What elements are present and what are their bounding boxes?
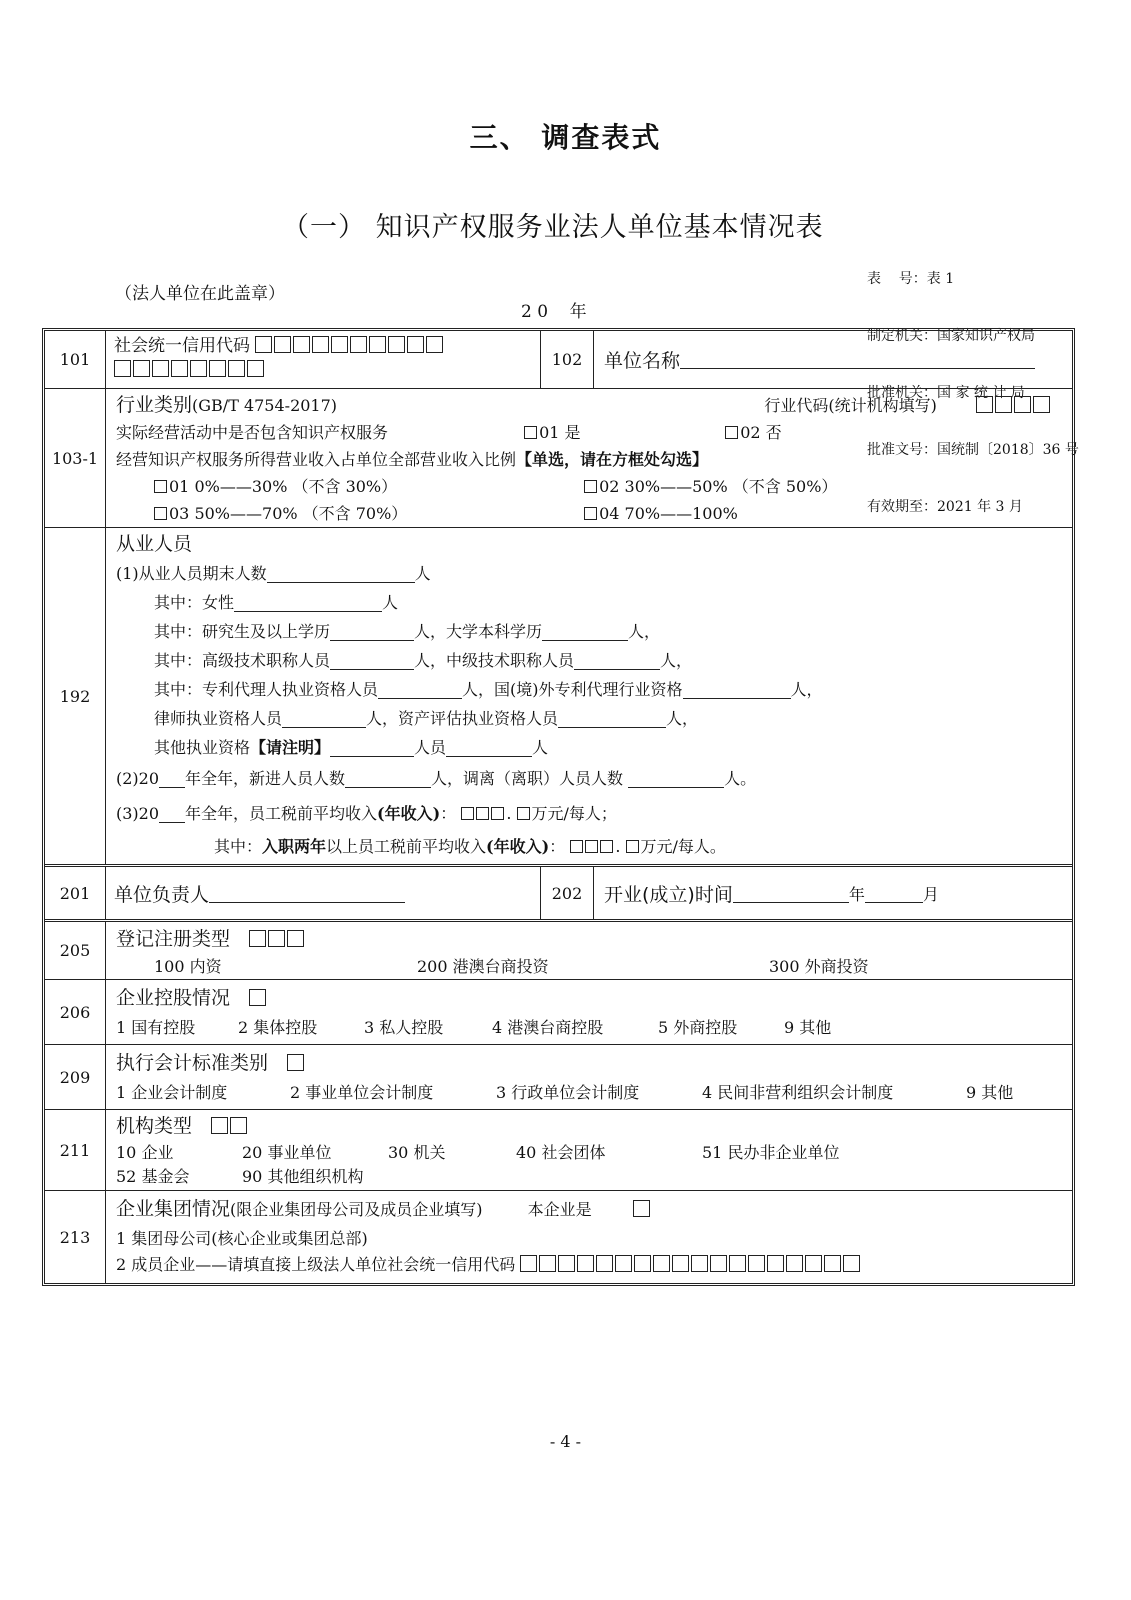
unit-name-label: 单位名称 [604, 350, 681, 372]
unit-name-field[interactable] [680, 350, 1035, 369]
code-box[interactable] [672, 1255, 689, 1272]
approving-authority: 批准机关：国 家 统 计 局 [867, 385, 1025, 401]
code-box[interactable] [274, 336, 291, 353]
code-box[interactable] [190, 360, 207, 377]
senior-title-label: 其中：高级技术职称人员 [154, 651, 331, 670]
code-box[interactable] [596, 1255, 613, 1272]
code-box[interactable] [539, 1255, 556, 1272]
senior-title-field[interactable] [330, 651, 414, 670]
industry-label: 行业类别 [116, 394, 193, 416]
stamp-note: （法人单位在此盖章） [115, 284, 285, 304]
code-box[interactable] [995, 396, 1012, 413]
code-box[interactable] [976, 396, 993, 413]
holding-option: 1 国有控股 [116, 1018, 196, 1037]
colon: ： [549, 837, 566, 856]
group-member-option: 2 成员企业——请填直接上级法人单位社会统一信用代码 [116, 1255, 516, 1274]
row-code: 205 [45, 922, 106, 979]
unit-person: 人， [660, 651, 693, 670]
decimal-point: . [615, 837, 621, 856]
code-box[interactable] [255, 336, 272, 353]
foreign-patent-agent-field[interactable] [683, 680, 791, 699]
credit-code-label: 社会统一信用代码 [114, 336, 250, 356]
new-hires-label: 年全年，新进人员人数 [185, 769, 346, 788]
other-qualification-field[interactable] [330, 738, 414, 757]
holding-status-label: 企业控股情况 [116, 987, 231, 1009]
senior-avg-income-label: 以上员工税前平均收入 [326, 837, 487, 856]
colon: ： [440, 804, 457, 823]
leavers-label: 人，调离（离职）人员人数 [431, 769, 624, 788]
avg-income-label: 年全年，员工税前平均收入 [185, 804, 378, 823]
group-status-note: (限企业集团母公司及成员企业填写) [230, 1200, 483, 1219]
accounting-option: 3 行政单位会计制度 [496, 1083, 640, 1102]
code-box[interactable] [691, 1255, 708, 1272]
postgraduate-field[interactable] [330, 622, 414, 641]
row-103-1 [45, 388, 1072, 527]
registration-type-boxes[interactable] [249, 930, 306, 949]
year-unit: 年 [848, 884, 865, 904]
issuing-authority: 制定机关：国家知识产权局 [867, 328, 1035, 344]
total-employees-field[interactable] [267, 564, 415, 583]
row-192 [45, 527, 1072, 864]
foreign-patent-agent-label: 人，国(境)外专利代理行业资格 [462, 680, 683, 699]
row-205 [45, 919, 1072, 979]
credit-code-boxes-1[interactable] [255, 336, 445, 356]
code-box[interactable] [1014, 396, 1031, 413]
code-box[interactable] [369, 336, 386, 353]
page-number: - 4 - [549, 1432, 582, 1451]
year-prefix: (3)20 [116, 804, 160, 823]
group-status-label: 企业集团情况 [116, 1198, 231, 1220]
establish-time-label: 开业(成立)时间 [604, 883, 733, 906]
income-digit-box[interactable] [570, 840, 583, 853]
other-qualification-count[interactable] [446, 738, 532, 757]
income-digit-box[interactable] [491, 807, 504, 820]
code-box[interactable] [293, 336, 310, 353]
decimal-point: . [506, 804, 512, 823]
annual-income-note: (年收入) [377, 804, 441, 823]
accounting-standard-box[interactable] [287, 1054, 304, 1071]
income-decimal-box[interactable] [626, 840, 639, 853]
unit-head-label: 单位负责人 [114, 883, 210, 906]
ratio-option-01: 01 0%——30% （不含 30%） [169, 477, 398, 496]
code-box[interactable] [133, 360, 150, 377]
lawyer-field[interactable] [282, 709, 366, 728]
this-company-is-label: 本企业是 [527, 1200, 592, 1219]
row-code: 201 [45, 867, 106, 919]
code-box[interactable] [407, 336, 424, 353]
asset-appraiser-field[interactable] [558, 709, 666, 728]
of-which-label: 其中： [214, 837, 263, 856]
unit-person: 人。 [724, 769, 757, 788]
accounting-option: 9 其他 [966, 1083, 1014, 1102]
approval-number: 批准文号：国统制〔2018〕36 号 [867, 442, 1079, 458]
code-box[interactable] [729, 1255, 746, 1272]
income-digit-box[interactable] [461, 807, 474, 820]
code-box[interactable] [653, 1255, 670, 1272]
income-digit-box[interactable] [585, 840, 598, 853]
asset-appraiser-label: 人，资产评估执业资格人员 [366, 709, 559, 728]
org-type-option: 51 民办非企业单位 [702, 1143, 840, 1162]
code-box[interactable] [634, 1255, 651, 1272]
org-type-option: 20 事业单位 [242, 1143, 332, 1162]
row-code: 211 [45, 1110, 106, 1190]
code-box[interactable] [249, 930, 266, 947]
code-box[interactable] [558, 1255, 575, 1272]
report-year: 2 0 年 [521, 302, 587, 322]
holding-option: 3 私人控股 [364, 1018, 444, 1037]
row-code: 103-1 [45, 389, 106, 527]
reg-option-hk-macao-taiwan: 200 港澳台商投资 [417, 957, 549, 976]
ratio-option-02: 02 30%——50% （不含 50%） [599, 477, 838, 496]
female-field[interactable] [234, 593, 382, 612]
year-field[interactable] [159, 804, 185, 823]
accounting-option: 4 民间非营利组织会计制度 [702, 1083, 894, 1102]
credit-code-boxes-2[interactable] [114, 358, 532, 382]
ratio-option-01-checkbox[interactable] [154, 480, 167, 493]
table-number: 表 号：表 1 [867, 271, 955, 287]
org-type-boxes[interactable] [211, 1117, 249, 1136]
row-code: 202 [541, 867, 594, 919]
unit-person: 人 [414, 564, 431, 583]
row-code: 206 [45, 980, 106, 1044]
ratio-option-02-checkbox[interactable] [584, 480, 597, 493]
registration-type-label: 登记注册类型 [116, 928, 231, 950]
code-box[interactable] [152, 360, 169, 377]
industry-code-boxes[interactable] [976, 396, 1052, 415]
ratio-option-04: 04 70%——100% [599, 504, 738, 523]
code-box[interactable] [805, 1255, 822, 1272]
patent-agent-label: 其中：专利代理人执业资格人员 [154, 680, 379, 699]
org-type-label: 机构类型 [116, 1115, 193, 1137]
single-choice-note: 【单选，请在方框处勾选】 [516, 450, 709, 469]
specify-note: 【请注明】 [250, 738, 331, 757]
org-type-option: 40 社会团体 [516, 1143, 606, 1162]
org-type-option: 90 其他组织机构 [242, 1167, 364, 1186]
ip-no-label: 02 否 [740, 423, 782, 442]
ratio-option-04-checkbox[interactable] [584, 507, 597, 520]
code-box[interactable] [350, 336, 367, 353]
code-box[interactable] [748, 1255, 765, 1272]
reg-option-foreign: 300 外商投资 [769, 957, 869, 976]
postgraduate-label: 其中：研究生及以上学历 [154, 622, 331, 641]
row-code: 192 [45, 528, 106, 864]
holding-option: 5 外商控股 [658, 1018, 738, 1037]
code-box[interactable] [1033, 396, 1050, 413]
code-box[interactable] [287, 930, 304, 947]
group-status-box[interactable] [633, 1200, 650, 1217]
row-211 [45, 1109, 1072, 1190]
row-code: 101 [45, 331, 106, 388]
establish-month-field[interactable] [865, 884, 923, 903]
year-prefix: (2)20 [116, 769, 160, 788]
staff-label: 人员 [414, 738, 447, 757]
parent-credit-code-boxes[interactable] [520, 1255, 862, 1274]
total-employees-label: (1)从业人员期末人数 [116, 564, 267, 583]
unit-person: 人 [382, 593, 399, 612]
unit-person: 人， [666, 709, 699, 728]
code-box[interactable] [426, 336, 443, 353]
year-field[interactable] [159, 769, 185, 788]
section-title: 三、 调查表式 [469, 121, 662, 154]
table-title: （一） 知识产权服务业法人单位基本情况表 [282, 212, 824, 243]
industry-standard: (GB/T 4754-2017) [192, 396, 338, 415]
code-box[interactable] [520, 1255, 537, 1272]
bachelor-label: 人，大学本科学历 [414, 622, 543, 641]
patent-agent-field[interactable] [378, 680, 462, 699]
income-unit: 万元/每人。 [640, 837, 726, 856]
row-code: 209 [45, 1045, 106, 1109]
annual-income-note: (年收入) [486, 837, 550, 856]
code-box[interactable] [228, 360, 245, 377]
code-box[interactable] [388, 336, 405, 353]
ip-no-checkbox[interactable] [725, 426, 738, 439]
holding-option: 2 集体控股 [238, 1018, 318, 1037]
income-digit-box[interactable] [476, 807, 489, 820]
accounting-option: 2 事业单位会计制度 [290, 1083, 434, 1102]
code-box[interactable] [843, 1255, 860, 1272]
other-qualification-label: 其他执业资格 [154, 738, 251, 757]
row-code: 102 [541, 331, 594, 388]
middle-title-field[interactable] [574, 651, 660, 670]
unit-head-field[interactable] [209, 884, 405, 903]
two-years-note: 入职两年 [262, 837, 327, 856]
accounting-standard-label: 执行会计标准类别 [116, 1052, 269, 1074]
income-unit: 万元/每人； [531, 804, 617, 823]
code-box[interactable] [211, 1117, 228, 1134]
middle-title-label: 人，中级技术职称人员 [414, 651, 575, 670]
bachelor-field[interactable] [542, 622, 628, 641]
unit-person: 人 [532, 738, 549, 757]
reg-option-domestic: 100 内资 [154, 957, 222, 976]
month-unit: 月 [922, 884, 939, 904]
employees-heading: 从业人员 [116, 533, 193, 555]
leavers-field[interactable] [628, 769, 724, 788]
industry-code-label: 行业代码(统计机构填写) [764, 396, 937, 415]
survey-form-table [42, 328, 1075, 1286]
code-box[interactable] [230, 1117, 247, 1134]
ip-yes-checkbox[interactable] [524, 426, 537, 439]
code-box[interactable] [312, 336, 329, 353]
code-box[interactable] [786, 1255, 803, 1272]
holding-option: 4 港澳台商控股 [492, 1018, 604, 1037]
ip-yes-label: 01 是 [539, 423, 581, 442]
ratio-option-03: 03 50%——70% （不含 70%） [169, 504, 408, 523]
org-type-option: 30 机关 [388, 1143, 446, 1162]
code-box[interactable] [577, 1255, 594, 1272]
holding-option: 9 其他 [784, 1018, 832, 1037]
new-hires-field[interactable] [345, 769, 431, 788]
ratio-option-03-checkbox[interactable] [154, 507, 167, 520]
unit-person: 人， [790, 680, 823, 699]
row-201 [45, 864, 1072, 919]
code-box[interactable] [824, 1255, 841, 1272]
row-209 [45, 1044, 1072, 1109]
code-box[interactable] [114, 360, 131, 377]
code-box[interactable] [331, 336, 348, 353]
valid-until: 有效期至：2021 年 3 月 [867, 499, 1023, 515]
unit-person: 人， [628, 622, 661, 641]
code-box[interactable] [171, 360, 188, 377]
accounting-option: 1 企业会计制度 [116, 1083, 228, 1102]
code-box[interactable] [615, 1255, 632, 1272]
row-101 [45, 331, 1072, 388]
code-box[interactable] [767, 1255, 784, 1272]
revenue-ratio-question: 经营知识产权服务所得营业收入占单位全部营业收入比例 [116, 450, 517, 469]
income-decimal-box[interactable] [517, 807, 530, 820]
lawyer-label: 律师执业资格人员 [154, 709, 283, 728]
row-code: 213 [45, 1191, 106, 1283]
code-box[interactable] [247, 360, 264, 377]
group-parent-option: 1 集团母公司(核心企业或集团总部) [116, 1229, 368, 1248]
income-digit-box[interactable] [600, 840, 613, 853]
row-213 [45, 1190, 1072, 1283]
establish-year-field[interactable] [733, 884, 849, 903]
female-label: 其中：女性 [154, 593, 235, 612]
code-box[interactable] [268, 930, 285, 947]
holding-status-box[interactable] [249, 989, 266, 1006]
org-type-option: 52 基金会 [116, 1167, 190, 1186]
row-206 [45, 979, 1072, 1044]
ip-service-question: 实际经营活动中是否包含知识产权服务 [116, 423, 389, 442]
org-type-option: 10 企业 [116, 1143, 174, 1162]
code-box[interactable] [710, 1255, 727, 1272]
code-box[interactable] [209, 360, 226, 377]
